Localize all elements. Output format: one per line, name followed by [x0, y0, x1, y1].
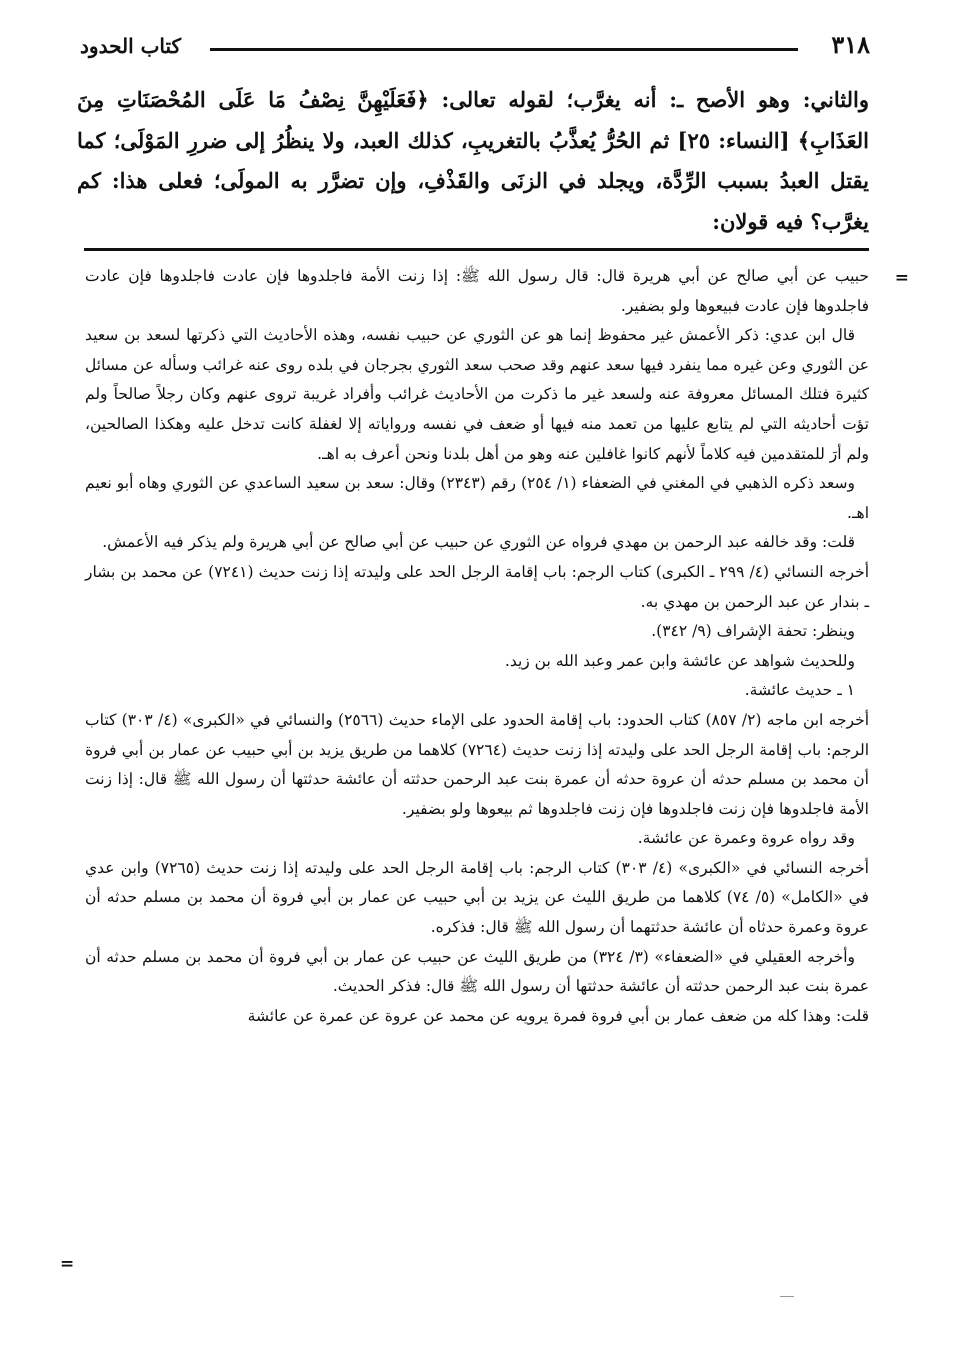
main-text — [77, 80, 869, 242]
main-text-lead: والثاني — [810, 87, 869, 112]
page-header — [80, 30, 870, 64]
footnote-paragraph: قال ابن عدي: ذكر الأعمش غير محفوظ إنما هو عن الثوري عن حبيب نفسه، وهذه الأحاديث التي ذكرتها لسعد بن سعيد عن الثوري وعن غيره مما ينفرد فيها سعد عنهم وقد صحب سعد الثوري بجرجان في بلده روى عنه غرائب وسأله عن مسائل كثيرة فتلك المسائل معروفة عنه ولسعد غير ما ذكرت من الأحاديث غرائب وأفراد غريبة تروى عنهم وكان رجلاً صالحاً ولم تؤت أحاديثه التي لم يتابع عليها من تعمد منه فيها أو ضعف في نفسه ورواياته إلا لغفلة كانت تدخل عليه وهكذا الصالحين، ولم أرَ للمتقدمين فيه كلاماً لأنهم كانوا غافلين عنه وهو من أهل بلدنا ونحن أعرف به اهـ. — [85, 326, 869, 463]
footnote-paragraph: وللحديث شواهد عن عائشة وابن عمر وعبد الله بن زيد. — [504, 651, 855, 670]
footnote-paragraph: أخرجه النسائي (٤/ ٢٩٩ ـ الكبرى) كتاب الرجم: باب إقامة الرجل الحد على وليدته إذا زنت حديث (٧٢٤١) عن محمد بن بشار ـ بندار عن عبد الرحمن بن مهدي به. — [85, 562, 869, 611]
footnote-paragraph: قلت: وقد خالفه عبد الرحمن بن مهدي فرواه عن الثوري عن حبيب عن أبي صالح عن أبي هريرة ولم يذكر فيه الأعمش. — [102, 533, 855, 552]
footnote-paragraph: أخرجه النسائي في «الكبرى» (٤/ ٣٠٣) كتاب الرجم: باب إقامة الرجل الحد على وليدته إذا زنت حديث (٧٢٦٥) وابن عدي في «الكامل» (٥/ ٧٤) كلاهما من طريق الليث عن يزيد بن أبي حبيب عن عمار بن أبي فروة أن محمد بن مسلم حدثه أن عروة وعمرة حدثاه أن عائشة حدثتهما أن رسول الله ﷺ قال: فذكره. — [85, 858, 869, 937]
footnote-paragraph: أخرجه ابن ماجه (٢/ ٨٥٧) كتاب الحدود: باب إقامة الحدود على الإماء حديث (٢٥٦٦) والنسائي في «الكبرى» (٤/ ٣٠٣) كتاب الرجم: باب إقامة الرجل الحد على وليدته إذا زنت حديث (٧٢٦٤) كلاهما من طريق يزيد بن أبي حبيب عن عمار بن أبي فروة أن محمد بن مسلم حدثه أن عروة حدثه أن عمرة بنت عبد الرحمن حدثته أن عائشة حدثتها أن رسول الله ﷺ قال: إذا زنت الأمة فاجلدوها فإن زنت فاجلدوها فإن زنت فاجلدوها ثم بيعوها ولو بضفير. — [85, 710, 870, 818]
footnote-paragraph: حبيب عن أبي صالح عن أبي هريرة قال: قال رسول الله ﷺ: إذا زنت الأمة فاجلدوها فإن عادت فاجلدوها فإن عادت فاجلدوها فإن عادت فبيعوها ولو بضفير. — [85, 267, 869, 315]
book-title: كتاب الحدود — [80, 34, 182, 58]
footnote-paragraph: وأخرجه العقيلي في «الضعفاء» (٣/ ٣٢٤) من طريق الليث عن حبيب عن عمار بن أبي فروة أن محمد بن مسلم حدثه أن عمرة بنت عبد الرحمن حدثته أن عائشة حدثتها أن رسول الله ﷺ قال: فذكر الحديث. — [85, 947, 869, 996]
footnote-separator — [84, 248, 869, 251]
footnote-continuation-mark-bottom: = — [60, 1254, 75, 1274]
header-rule — [210, 48, 798, 51]
footnote-paragraph: وسعد ذكره الذهبي في المغني في الضعفاء (١/ ٢٥٤) رقم (٢٣٤٣) وقال: سعد بن سعيد الساعدي عن الثوري وهاه أبو نعيم اهـ. — [85, 474, 869, 522]
page-number: ٣١٨ — [831, 30, 870, 59]
page-edge-mark — [780, 1296, 794, 1300]
footnote-paragraph: وقد رواه عروة وعمرة عن عائشة. — [637, 829, 855, 848]
footnote-continuation-mark-top: = — [894, 268, 909, 288]
footnote-paragraph: قلت: وهذا كله من ضعف عمار بن أبي فروة فمرة يرويه عن محمد عن عروة عن عمرة عن عائشة — [247, 1006, 869, 1025]
footnotes — [85, 262, 869, 1031]
footnote-paragraph: وينظر: تحفة الإشراف (٩/ ٣٤٢). — [651, 622, 855, 641]
main-text-body: : وهو الأصح ـ: أنه يغرَّب؛ لقوله تعالى: ﴿فَعَلَيْهِنَّ نِصْفُ مَا عَلَى المُحْصَنَاتِ مِنَ العَذَابِ﴾ [النساء: ٢٥] ثم الحُرُّ يُعذَّبُ بالتغريبِ، كذلك العبد، ولا ينظُرُ إلى ضررِ المَوْلَى؛ كما يقتل العبدُ بسبب الرِّدَّة، ويجلد في الزنَى والقَذْفِ، وإن تضرَّر به المولَى؛ فعلى هذا: كم يغرَّب؟ فيه قولان: — [77, 87, 870, 234]
footnote-paragraph: ١ ـ حديث عائشة. — [744, 681, 855, 700]
